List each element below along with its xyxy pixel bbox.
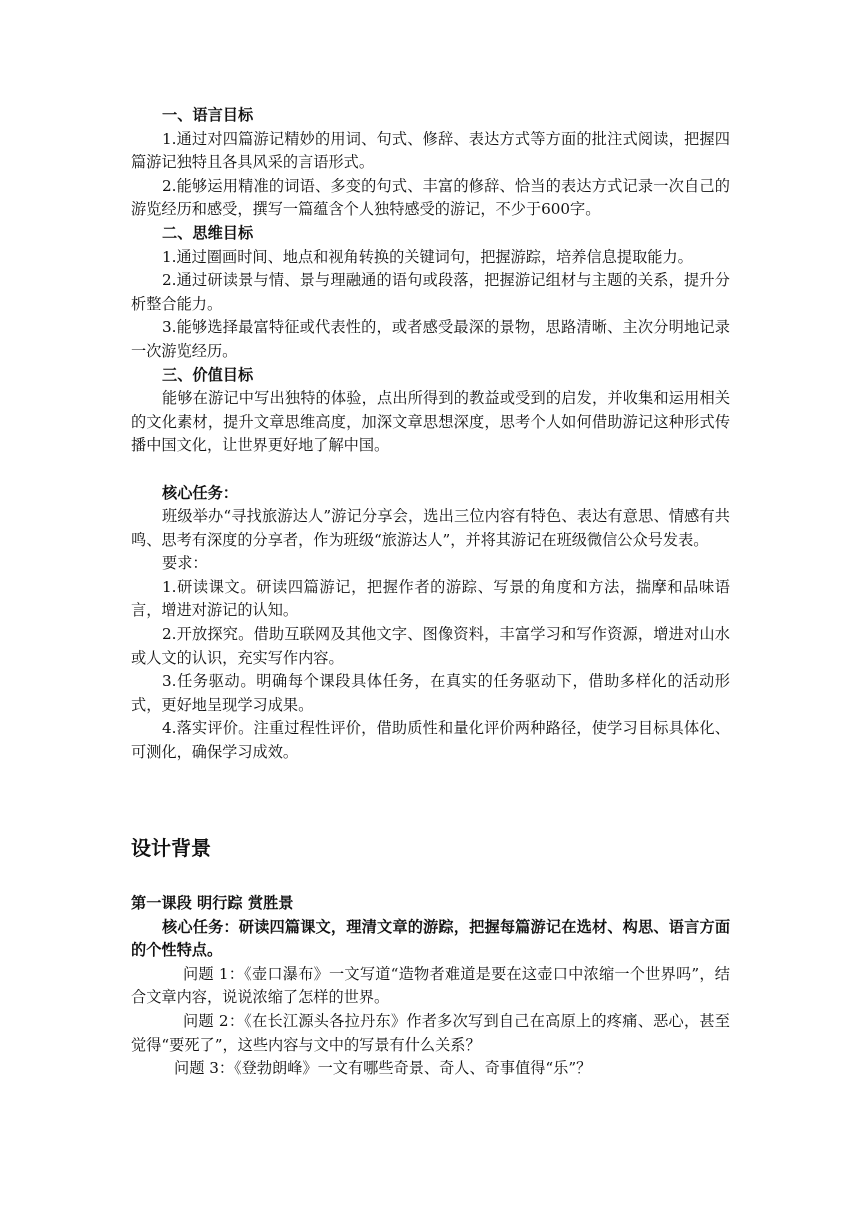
requirement-item-2: 2.开放探究。借助互联网及其他文字、图像资料，丰富学习和写作资源，增进对山水或人文的认识，充实写作内容。 [131,625,730,667]
core-task-heading: 核心任务： [162,483,238,502]
language-goal-heading: 一、语言目标 [162,106,254,124]
thinking-goal-item-3: 3.能够选择最富特征或代表性的，或者感受最深的景物，思路清晰、主次分明地记录一次游览经历。 [131,318,730,360]
design-section [131,892,730,1081]
thinking-goal-item-2: 2.通过研读景与情、景与理融通的语句或段落，把握游记组材与主题的关系，提升分析整合能力。 [131,271,730,313]
question-1: 问题 1：《壶口瀑布》一文写道“造物者难道是要在这壶口中浓缩一个世界吗”，结合文章内容，说说浓缩了怎样的世界。 [131,964,730,1007]
requirement-item-1: 1.研读课文。研读四篇游记，把握作者的游踪、写景的角度和方法，揣摩和品味语言，增进对游记的认知。 [131,577,730,620]
design-background-title: 设计背景 [131,836,211,860]
stage-core-task: 核心任务：研读四篇课文，理清文章的游踪，把握每篇游记在选材、构思、语言方面的个性特点。 [131,917,730,960]
goals-section [131,104,730,765]
thinking-goal-heading: 二、思维目标 [162,223,254,242]
core-task-text: 班级举办“寻找旅游达人”游记分享会，选出三位内容有特色、表达有意思、情感有共鸣、思考有深度的分享者，作为班级“旅游达人”，并将其游记在班级微信公众号发表。 [131,507,730,549]
value-goal-text: 能够在游记中写出独特的体验，点出所得到的教益或受到的启发，并收集和运用相关的文化素材，提升文章思维高度，加深文章思想深度，思考个人如何借助游记这种形式传播中国文化，让世界更好地了解中国。 [131,389,730,455]
requirement-item-4: 4.落实评价。注重过程性评价，借助质性和量化评价两种路径，使学习目标具体化、可测化，确保学习成效。 [131,719,730,762]
question-2: 问题 2：《在长江源头各拉丹东》作者多次写到自己在高原上的疼痛、恶心，甚至觉得“要死了”，这些内容与文中的写景有什么关系？ [131,1011,730,1054]
stage-heading: 第一课段 明行踪 赏胜景 [131,894,294,912]
requirements-label: 要求： [162,554,208,573]
language-goal-item-1: 1.通过对四篇游记精妙的用词、句式、修辞、表达方式等方面的批注式阅读，把握四篇游记独特且各具风采的言语形式。 [131,129,730,172]
value-goal-heading: 三、价值目标 [162,365,254,384]
question-3: 问题 3：《登勃朗峰》一文有哪些奇景、奇人、奇事值得“乐”？ [174,1059,592,1078]
requirement-item-3: 3.任务驱动。明确每个课段具体任务，在真实的任务驱动下，借助多样化的活动形式，更好地呈现学习成果。 [131,672,730,714]
thinking-goal-item-1: 1.通过圈画时间、地点和视角转换的关键词句，把握游踪，培养信息提取能力。 [162,247,693,266]
spacer [131,458,730,482]
language-goal-item-2: 2.能够运用精准的词语、多变的句式、丰富的修辞、恰当的表达方式记录一次自己的游览经历和感受，撰写一篇蕴含个人独特感受的游记，不少于600字。 [131,176,730,219]
